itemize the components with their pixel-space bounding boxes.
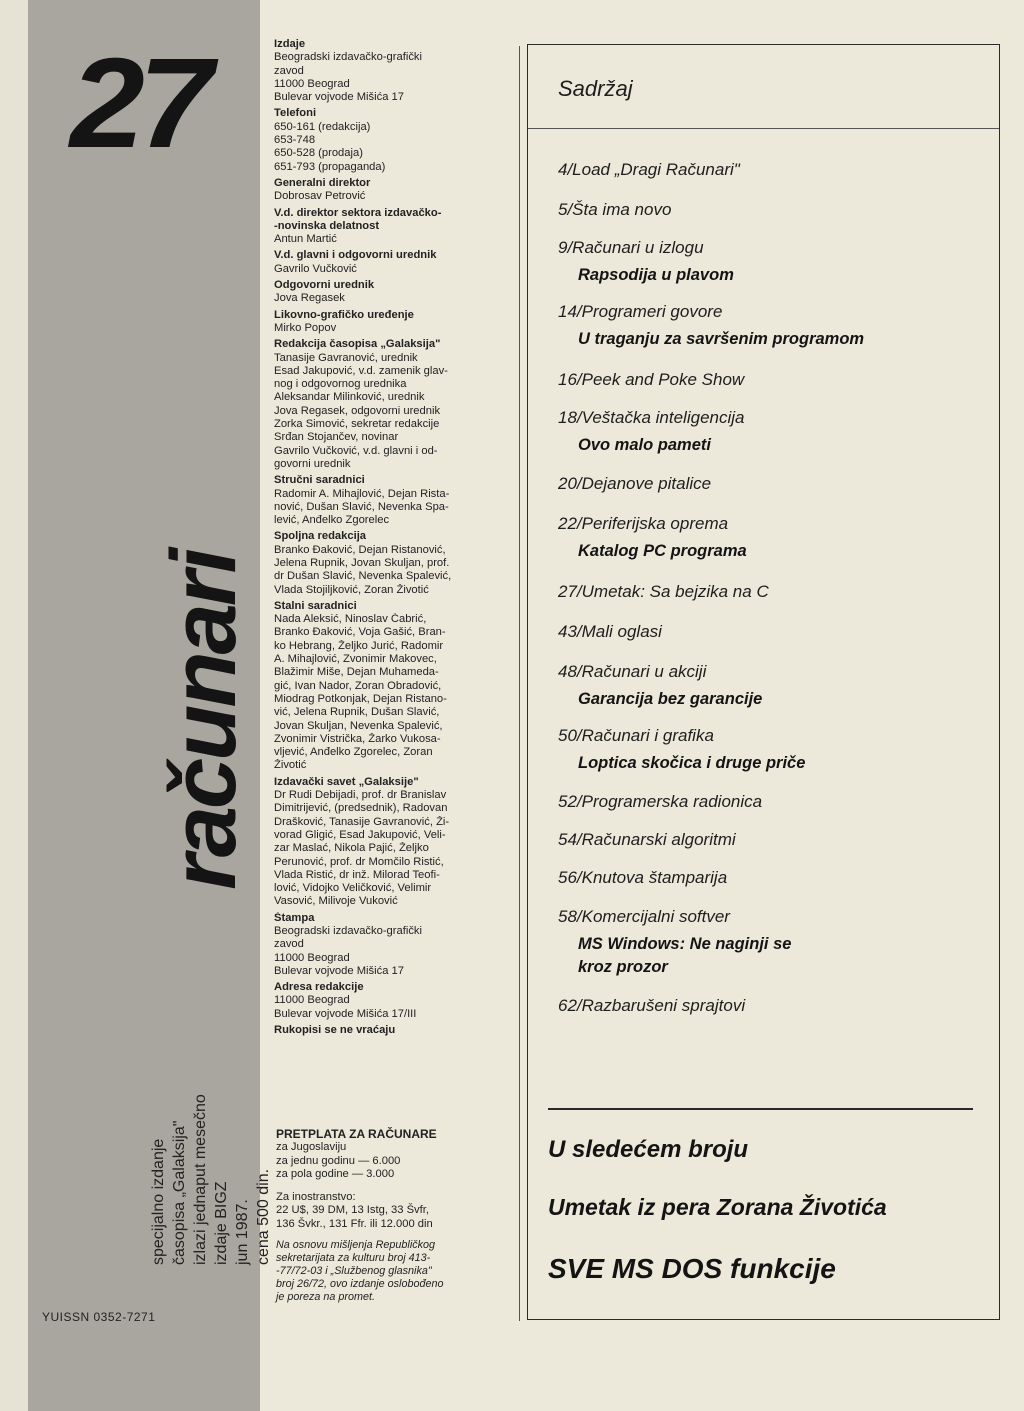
imprint-block bbox=[148, 1094, 274, 1265]
masthead-line: 11000 Beograd bbox=[274, 77, 350, 90]
masthead-line: Bulevar vojvode Mišića 17 bbox=[274, 91, 404, 104]
masthead-section-title: Generalni direktor bbox=[274, 176, 371, 189]
next-issue-item: Umetak iz pera Zorana Životića bbox=[548, 1194, 887, 1220]
masthead-line: 650-161 (redakcija) bbox=[274, 120, 371, 133]
masthead-line: ko Hebrang, Željko Jurić, Radomir bbox=[274, 639, 444, 652]
masthead-section bbox=[274, 249, 506, 276]
masthead-line: Perunović, prof. dr Momčilo Ristić, bbox=[274, 855, 444, 868]
contents-entry[interactable]: 18/Veštačka inteligencija bbox=[558, 408, 745, 427]
contents-article-title[interactable]: Rapsodija u plavom bbox=[578, 266, 734, 284]
masthead-line: Esad Jakupović, v.d. zamenik glav- bbox=[274, 364, 448, 377]
tax-note-line: -77/72-03 i „Službenog glasnika" bbox=[276, 1265, 432, 1278]
masthead-section bbox=[274, 38, 506, 104]
subscription-line: Za inostranstvo: bbox=[276, 1191, 356, 1204]
masthead-line: Gavrilo Vučković bbox=[274, 262, 357, 275]
masthead-section bbox=[274, 177, 506, 204]
next-issue-rule bbox=[548, 1108, 973, 1110]
contents-article-title[interactable]: Garancija bez garancije bbox=[578, 690, 763, 708]
masthead-line: zavod bbox=[274, 938, 304, 951]
contents-entry[interactable]: 9/Računari u izlogu bbox=[558, 238, 704, 257]
masthead-line: Antun Martić bbox=[274, 233, 337, 246]
masthead-line: Mirko Popov bbox=[274, 321, 337, 334]
tax-note-line: sekretarijata za kulturu broj 413- bbox=[276, 1252, 431, 1265]
masthead-section bbox=[274, 107, 506, 173]
contents-entry[interactable]: 54/Računarski algoritmi bbox=[558, 830, 736, 849]
contents-article-title[interactable]: Ovo malo pameti bbox=[578, 436, 711, 454]
masthead-section-title: Izdavački savet „Galaksije" bbox=[274, 775, 419, 788]
tax-note-line: Na osnovu mišljenja Republičkog bbox=[276, 1239, 436, 1252]
contents-entry[interactable]: 5/Šta ima novo bbox=[558, 200, 672, 219]
column-divider bbox=[519, 46, 520, 1321]
masthead-line: 11000 Beograd bbox=[274, 951, 350, 964]
masthead-line: Dobrosav Petrović bbox=[274, 190, 366, 203]
masthead-line: Jova Regasek bbox=[274, 292, 345, 305]
masthead-section bbox=[274, 600, 506, 773]
contents-entry[interactable]: 4/Load „Dragi Računari" bbox=[558, 160, 740, 179]
masthead-line: dr Dušan Slavić, Nevenka Spalević, bbox=[274, 570, 452, 583]
masthead-line: 11000 Beograd bbox=[274, 994, 350, 1007]
masthead-line: nog i odgovornog urednika bbox=[274, 378, 407, 391]
masthead-line: Bulevar vojvode Mišića 17/III bbox=[274, 1007, 417, 1020]
masthead-line: Radomir A. Mihajlović, Dejan Rista- bbox=[274, 487, 450, 500]
imprint-line: specijalno izdanje bbox=[150, 1138, 167, 1265]
tax-note-line: broj 26/72, ovo izdanje oslobođeno bbox=[276, 1278, 444, 1291]
masthead-section bbox=[274, 1024, 506, 1037]
imprint-line: cena 500 din. bbox=[255, 1168, 272, 1265]
masthead-line: Aleksandar Milinković, urednik bbox=[274, 391, 425, 404]
masthead-line: 650-528 (prodaja) bbox=[274, 147, 363, 160]
masthead-line: 651-793 (propaganda) bbox=[274, 160, 386, 173]
masthead-section-title: Stručni saradnici bbox=[274, 474, 365, 487]
contents-entry[interactable]: 52/Programerska radionica bbox=[558, 792, 763, 811]
masthead-line: vić, Jelena Rupnik, Dušan Slavić, bbox=[274, 706, 440, 719]
masthead-line: vljević, Anđelko Zgorelec, Zoran bbox=[274, 746, 433, 759]
subscription-line: za jednu godinu — 6.000 bbox=[276, 1154, 401, 1167]
masthead-line: Jova Regasek, odgovorni urednik bbox=[274, 404, 441, 417]
contents-article-title[interactable]: Katalog PC programa bbox=[578, 542, 747, 560]
masthead-section-title: Štampa bbox=[274, 911, 315, 924]
contents-box bbox=[527, 44, 1000, 1320]
contents-article-title[interactable]: MS Windows: Ne naginji se bbox=[578, 935, 792, 953]
masthead-line: Životić bbox=[274, 759, 307, 772]
masthead-section bbox=[274, 338, 506, 471]
contents-heading-rule bbox=[528, 128, 999, 129]
contents-entry[interactable]: 27/Umetak: Sa bejzika na C bbox=[558, 582, 769, 601]
masthead-section-title: Adresa redakcije bbox=[274, 981, 364, 994]
masthead-section bbox=[274, 981, 506, 1021]
masthead-line: govorni urednik bbox=[274, 457, 351, 470]
masthead-line: A. Mihajlović, Zvonimir Makovec, bbox=[274, 653, 437, 666]
masthead-line: Dr Rudi Debijadi, prof. dr Branislav bbox=[274, 789, 447, 802]
masthead-line: Jovan Skuljan, Nevenka Spalević, bbox=[274, 719, 443, 732]
masthead-line: Beogradski izdavačko-grafički bbox=[274, 925, 422, 937]
tax-note-line: je poreza na promet. bbox=[276, 1291, 376, 1304]
masthead-section-title: Stalni saradnici bbox=[274, 599, 357, 612]
masthead-line: Miodrag Potkonjak, Dejan Ristano- bbox=[274, 692, 447, 705]
contents-entry[interactable]: 58/Komercijalni softver bbox=[558, 907, 730, 926]
masthead-line: Srđan Stojančev, novinar bbox=[274, 431, 399, 444]
masthead-section-title: Izdaje bbox=[274, 38, 306, 50]
contents-article-title[interactable]: Loptica skočica i druge priče bbox=[578, 754, 806, 772]
masthead-line: Dimitrijević, (predsednik), Radovan bbox=[274, 802, 448, 815]
tax-note bbox=[276, 1239, 508, 1304]
masthead-section bbox=[274, 776, 506, 909]
contents-entry[interactable]: 62/Razbarušeni sprajtovi bbox=[558, 996, 746, 1015]
masthead-line: Drašković, Tanasije Gavranović, Ži- bbox=[274, 815, 450, 828]
issue-number: 27 bbox=[70, 32, 207, 175]
masthead-section bbox=[274, 530, 506, 596]
masthead-line: zar Maslać, Nikola Pajić, Željko bbox=[274, 842, 429, 855]
masthead-line: zavod bbox=[274, 64, 304, 77]
masthead-section-title: V.d. direktor sektora izdavačko- bbox=[274, 206, 442, 219]
imprint-line: jun 1987. bbox=[234, 1199, 251, 1265]
masthead-section-title: Odgovorni urednik bbox=[274, 279, 375, 292]
masthead-line: gić, Ivan Nador, Zoran Obradović, bbox=[274, 679, 442, 692]
masthead-line: Vlada Stojiljković, Zoran Životić bbox=[274, 583, 429, 596]
contents-entry[interactable]: 22/Periferijska oprema bbox=[558, 514, 729, 533]
imprint-line: izdaje BIGZ bbox=[213, 1181, 230, 1265]
masthead-line: Vlada Ristić, dr inž. Milorad Teofi- bbox=[274, 868, 440, 881]
imprint-line: časopisa „Galaksija" bbox=[171, 1120, 188, 1265]
subscription-block bbox=[276, 1128, 508, 1304]
masthead-section-title: Redakcija časopisa „Galaksija" bbox=[274, 338, 441, 351]
contents-article-title[interactable]: U traganju za savršenim programom bbox=[578, 330, 865, 348]
issn-number: YUISSN 0352-7271 bbox=[42, 1310, 156, 1324]
masthead-line: Bulevar vojvode Mišića 17 bbox=[274, 964, 404, 977]
contents-article-title[interactable]: kroz prozor bbox=[578, 958, 668, 976]
contents-entry[interactable]: 16/Peek and Poke Show bbox=[558, 370, 745, 389]
masthead-line: Jelena Rupnik, Jovan Skuljan, prof. bbox=[274, 556, 450, 569]
masthead-line: Branko Đaković, Dejan Ristanović, bbox=[274, 543, 446, 556]
masthead-line: Branko Đaković, Voja Gašić, Bran- bbox=[274, 626, 446, 639]
masthead-section-title: Telefoni bbox=[274, 107, 317, 120]
contents-heading: Sadržaj bbox=[558, 76, 633, 101]
masthead-section-title: -novinska delatnost bbox=[274, 219, 380, 232]
masthead-section-title: Spoljna redakcija bbox=[274, 530, 367, 543]
magazine-title: računari bbox=[153, 550, 255, 890]
masthead-section bbox=[274, 207, 506, 247]
masthead-section bbox=[274, 474, 506, 527]
masthead-section-title: Likovno-grafičko uređenje bbox=[274, 308, 414, 321]
imprint-line: izlazi jednaput mesečno bbox=[192, 1094, 209, 1265]
masthead-section-title: V.d. glavni i odgovorni urednik bbox=[274, 249, 437, 262]
masthead-section bbox=[274, 279, 506, 306]
masthead-line: Zvonimir Vistrička, Žarko Vukosa- bbox=[274, 732, 441, 745]
masthead-line: vorad Gligić, Esad Jakupović, Veli- bbox=[274, 828, 446, 841]
contents-entry[interactable]: 14/Programeri govore bbox=[558, 302, 723, 321]
masthead-line: 653-748 bbox=[274, 134, 316, 147]
masthead-line: nović, Dušan Slavić, Nevenka Spa- bbox=[274, 500, 449, 513]
subscription-line: za Jugoslaviju bbox=[276, 1141, 347, 1154]
masthead-line: lović, Vidojko Veličković, Velimir bbox=[274, 882, 432, 895]
masthead-section bbox=[274, 309, 506, 336]
contents-entry[interactable]: 56/Knutova štamparija bbox=[558, 868, 728, 887]
next-issue-item: SVE MS DOS funkcije bbox=[548, 1253, 836, 1284]
masthead-line: lević, Anđelko Zgorelec bbox=[274, 514, 390, 527]
contents-entry[interactable]: 43/Mali oglasi bbox=[558, 622, 662, 641]
masthead-line: Beogradski izdavačko-grafički bbox=[274, 51, 422, 64]
masthead-line: Nada Aleksić, Ninoslav Čabrić, bbox=[274, 613, 427, 626]
masthead-line: Gavrilo Vučković, v.d. glavni i od- bbox=[274, 444, 438, 457]
masthead-line: Tanasije Gavranović, urednik bbox=[274, 351, 418, 364]
next-issue-heading: U sledećem broju bbox=[548, 1136, 749, 1163]
masthead bbox=[274, 38, 506, 1040]
contents-entry[interactable]: 20/Dejanove pitalice bbox=[558, 474, 712, 493]
subscription-line: za pola godine — 3.000 bbox=[276, 1167, 395, 1180]
masthead-line: Vasović, Milivoje Vuković bbox=[274, 895, 398, 908]
contents-entry[interactable]: 48/Računari u akciji bbox=[558, 662, 707, 681]
contents-entry[interactable]: 50/Računari i grafika bbox=[558, 726, 714, 745]
masthead-section bbox=[274, 912, 506, 978]
subscription-heading: PRETPLATA ZA RAČUNARE bbox=[276, 1127, 437, 1141]
masthead-section-title: Rukopisi se ne vraćaju bbox=[274, 1024, 396, 1037]
masthead-line: Zorka Simović, sekretar redakcije bbox=[274, 418, 440, 431]
masthead-line: Blažimir Miše, Dejan Muhameda- bbox=[274, 666, 439, 679]
subscription-line: 22 U$, 39 DM, 13 Istg, 33 Švfr, bbox=[276, 1204, 429, 1217]
subscription-line: 136 Švkr., 131 Ffr. ili 12.000 din bbox=[276, 1217, 433, 1230]
page-margin bbox=[0, 0, 28, 1411]
